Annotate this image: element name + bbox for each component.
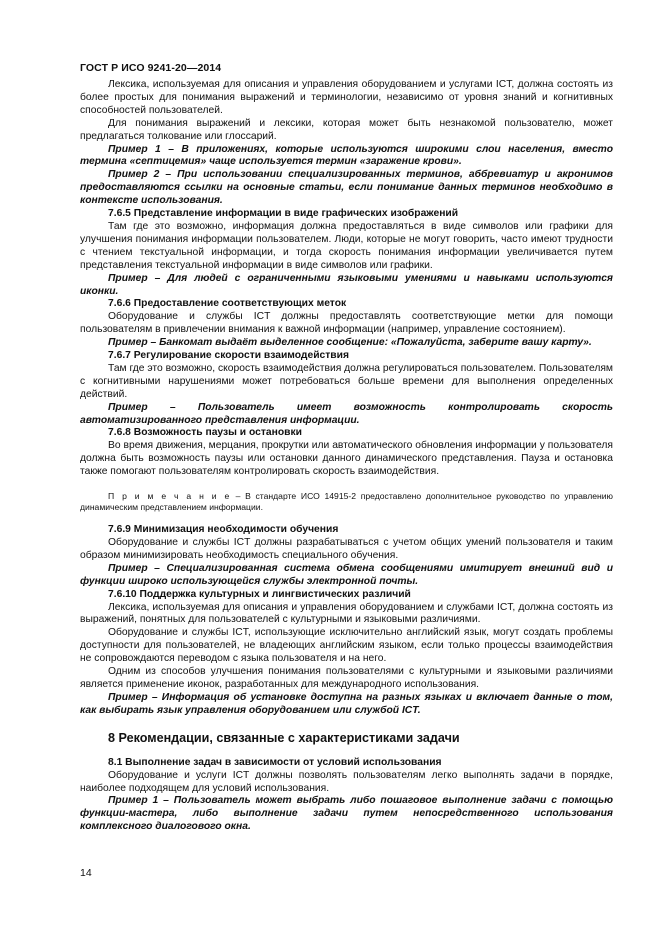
paragraph: Оборудование и службы ICT должны разрабатываться с учетом общих умений пользователя и таким образом минимизировать необходимость специального обучения.	[80, 537, 613, 561]
paragraph: Оборудование и услуги ICT должны позволять пользователям легко выполнять задачи в порядке, наиболее подходящем для условий использования.	[80, 769, 613, 794]
example-paragraph: Пример – Для людей с ограниченными языковыми умениями и навыками используются иконки.	[80, 272, 613, 297]
paragraph: Лексика, используемая для описания и управления оборудованием и услугами ICT, должна состоять из более простых для понимания выражений и терминологии, независимо от уровня знаний и когнитивных способностей пользователей.	[80, 79, 613, 116]
section-heading-7-6-8: 7.6.8 Возможность паузы и остановки	[108, 427, 302, 439]
paragraph: Лексика, используемая для описания и управления оборудованием и службами ICT, должна состоять из выражений, понятных для пользователей с культурными и языковыми различиями.	[80, 601, 613, 626]
example-paragraph: Пример 2 – При использовании специализированных терминов, аббревиатур и акронимов предоставляются ссылки на основные статьи, если понимание данных терминов необходимо в контексте использования.	[80, 169, 613, 207]
section-heading-8-1: 8.1 Выполнение задач в зависимости от условий использования	[108, 756, 442, 768]
note	[80, 491, 613, 513]
chapter-heading-8: 8 Рекомендации, связанные с характеристиками задачи	[108, 730, 460, 745]
paragraph: Там где это возможно, информация должна предоставляться в виде символов или графики для улучшения понимания информации пользователем. Люди, которые не могут говорить, часто имеют трудности с чтением текстуальной информации, и тогда скорость понимания информации увеличивается путем представления текстуальной информации в виде символов или графики.	[80, 220, 613, 271]
section-heading-7-6-7: 7.6.7 Регулирование скорости взаимодействия	[108, 350, 349, 362]
paragraph: Для понимания выражений и лексики, которая может быть незнакомой пользователю, может предлагаться толкование или глоссарий.	[80, 117, 613, 142]
example-paragraph: Пример 1 – Пользователь может выбрать либо пошаговое выполнение задачи с помощью функции-мастера, либо выполнение задачи путем непосредственного использования комплексного диалогового окна.	[80, 795, 613, 833]
paragraph: Одним из способов улучшения понимания пользователями с культурными и языковыми различиями является применение иконок, разработанных для международного использования.	[80, 666, 613, 690]
example-paragraph: Пример 1 – В приложениях, которые используются широкими слои населения, вместо термина «септицемия» чаще используется термин «заражение крови».	[80, 143, 613, 168]
page-content	[80, 79, 613, 834]
note-text: – В стандарте ИСО 14915-2 предоставлено дополнительное руководство по управлению динамическим представлением информации.	[80, 491, 613, 513]
paragraph: Во время движения, мерцания, прокрутки или автоматического обновления информации у пользователя должна быть возможность паузы или остановки данного динамического представления. Пауза и остановка также помогают пользователям контролировать скорость взаимодействия.	[80, 440, 613, 478]
section-heading-7-6-9: 7.6.9 Минимизация необходимости обучения	[108, 524, 339, 536]
paragraph: Оборудование и службы ICT должны предоставлять соответствующие метки для помощи пользователям в привлечении внимания к важной информации (например, управление состоянием).	[80, 311, 613, 336]
note-label: П р и м е ч а н и е	[108, 491, 231, 502]
example-paragraph: Пример – Банкомат выдаёт выделенное сообщение: «Пожалуйста, заберите вашу карту».	[108, 337, 592, 349]
example-paragraph: Пример – Пользователь имеет возможность контролировать скорость автоматизированного представления информации.	[80, 401, 613, 426]
section-heading-7-6-10: 7.6.10 Поддержка культурных и лингвистических различий	[108, 588, 411, 600]
section-heading-7-6-6: 7.6.6 Предоставление соответствующих меток	[108, 298, 347, 310]
paragraph: Там где это возможно, скорость взаимодействия должна регулироваться пользователем. Пользователям с когнитивными нарушениями может потребоваться больше времени для выполнения определенных действий.	[80, 362, 613, 400]
example-paragraph: Пример – Специализированная система обмена сообщениями имитирует внешний вид и функции широко использующейся службы электронной почты.	[80, 562, 613, 587]
example-paragraph: Пример – Информация об установке доступна на разных языках и включает данные о том, как выбирать язык управления оборудованием или службой ICT.	[80, 691, 613, 716]
paragraph: Оборудование и службы ICT, использующие исключительно английский язык, могут создать проблемы доступности для пользователей, не владеющих английским языком, если только процессы взаимодействия не сопровождаются переводом с языка пользователя и на него.	[80, 627, 613, 665]
section-heading-7-6-5: 7.6.5 Представление информации в виде графических изображений	[108, 208, 459, 220]
document-header: ГОСТ Р ИСО 9241-20—2014	[80, 62, 222, 74]
page-number: 14	[80, 867, 92, 879]
